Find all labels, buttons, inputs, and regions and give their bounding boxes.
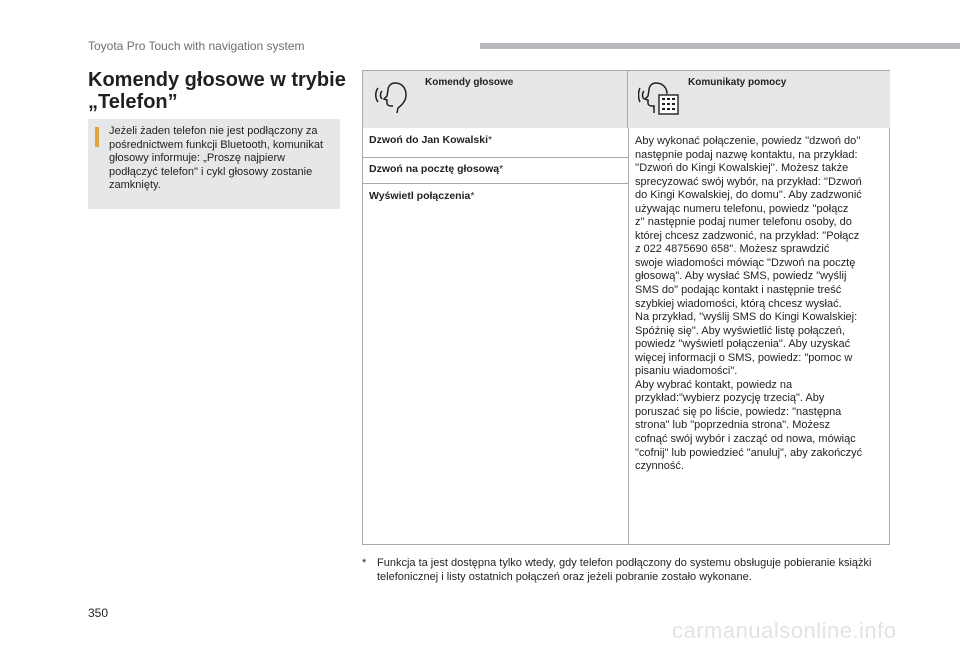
header-commands-label: Komendy głosowe	[425, 77, 514, 88]
footnote-mark: *	[470, 190, 475, 202]
header-help-label: Komunikaty pomocy	[688, 77, 787, 88]
voice-help-icon	[638, 79, 680, 117]
info-note-text: Jeżeli żaden telefon nie jest podłączony za pośrednictwem funkcji Bluetooth, komunikat głosowy informuje: „Proszę najpierw podłączyć telefon" i cykl głosowy zostanie zamknięty.	[109, 125, 323, 192]
page-number: 350	[88, 606, 109, 620]
table-header-commands	[363, 71, 628, 128]
help-message-text: Aby wykonać połączenie, powiedz ''dzwoń do'' następnie podaj nazwę kontaktu, na przykład: ''Dzwoń do Kingi Kowalskiej''. Możesz także sprecyzować swój wybór, na przykład: ''Dzwoń do Kingi Kowalskiej, do domu''. Aby zadzwonić używając numeru telefonu, powiedz ''połącz z'' następnie podaj numer telefonu osoby, do której chcesz zadzwonić, na przykład: ''Połącz z 022 4875690 658''. Możesz sprawdzić swoje wiadomości mówiąc "Dzwoń na pocztę głosową". Aby wysłać SMS, powiedz "wyślij SMS do" podając kontakt i następnie treść szybkiej wiadomości, którą chcesz wysłać. Na przykład, "wyślij SMS do Kingi Kowalskiej: Spóźnię się". Aby wyświetlić listę połączeń, powiedz "wyświetl połączenia". Aby uzyskać więcej informacji o SMS, powiedz: "pomoc w pisaniu wiadomości". Aby wybrać kontakt, powiedz na przykład:"wybierz pozycję trzecią". Aby poruszać się po liście, powiedz: "następna strona" lub "poprzednia strona". Możesz cofnąć swój wybór i zacząć od nowa, mówiąc "cofnij" lub powiedzieć "anuluj", aby zakończyć czynność.	[635, 135, 863, 473]
header-rule	[480, 43, 960, 49]
command-show-calls	[369, 190, 624, 202]
footnote-mark: *	[499, 163, 504, 175]
command-call-contact	[369, 134, 624, 146]
column-divider	[628, 128, 629, 545]
command-call-voicemail	[369, 163, 624, 175]
footnote-mark: *	[488, 134, 493, 146]
info-note-box	[88, 119, 340, 209]
row-divider	[363, 183, 628, 184]
voice-command-icon	[373, 79, 409, 115]
running-header: Toyota Pro Touch with navigation system	[88, 39, 305, 53]
command-label: Dzwoń do Jan Kowalski	[369, 134, 489, 146]
info-bar-icon	[95, 127, 99, 147]
command-label: Wyświetl połączenia	[369, 190, 471, 202]
table-header-help	[628, 71, 890, 128]
voice-commands-table	[362, 70, 890, 545]
row-divider	[363, 157, 628, 158]
footnote	[362, 556, 902, 584]
section-title: Komendy głosowe w trybie „Telefon”	[88, 69, 346, 113]
footnote-text: Funkcja ta jest dostępna tylko wtedy, gdy telefon podłączony do systemu obsługuje pobieranie książki telefonicznej i listy ostatnich połączeń oraz jeżeli pobranie zostało wykonane.	[377, 557, 872, 583]
watermark: carmanualsonline.info	[672, 618, 897, 643]
footnote-mark: *	[362, 557, 367, 569]
command-label: Dzwoń na pocztę głosową	[369, 163, 500, 175]
